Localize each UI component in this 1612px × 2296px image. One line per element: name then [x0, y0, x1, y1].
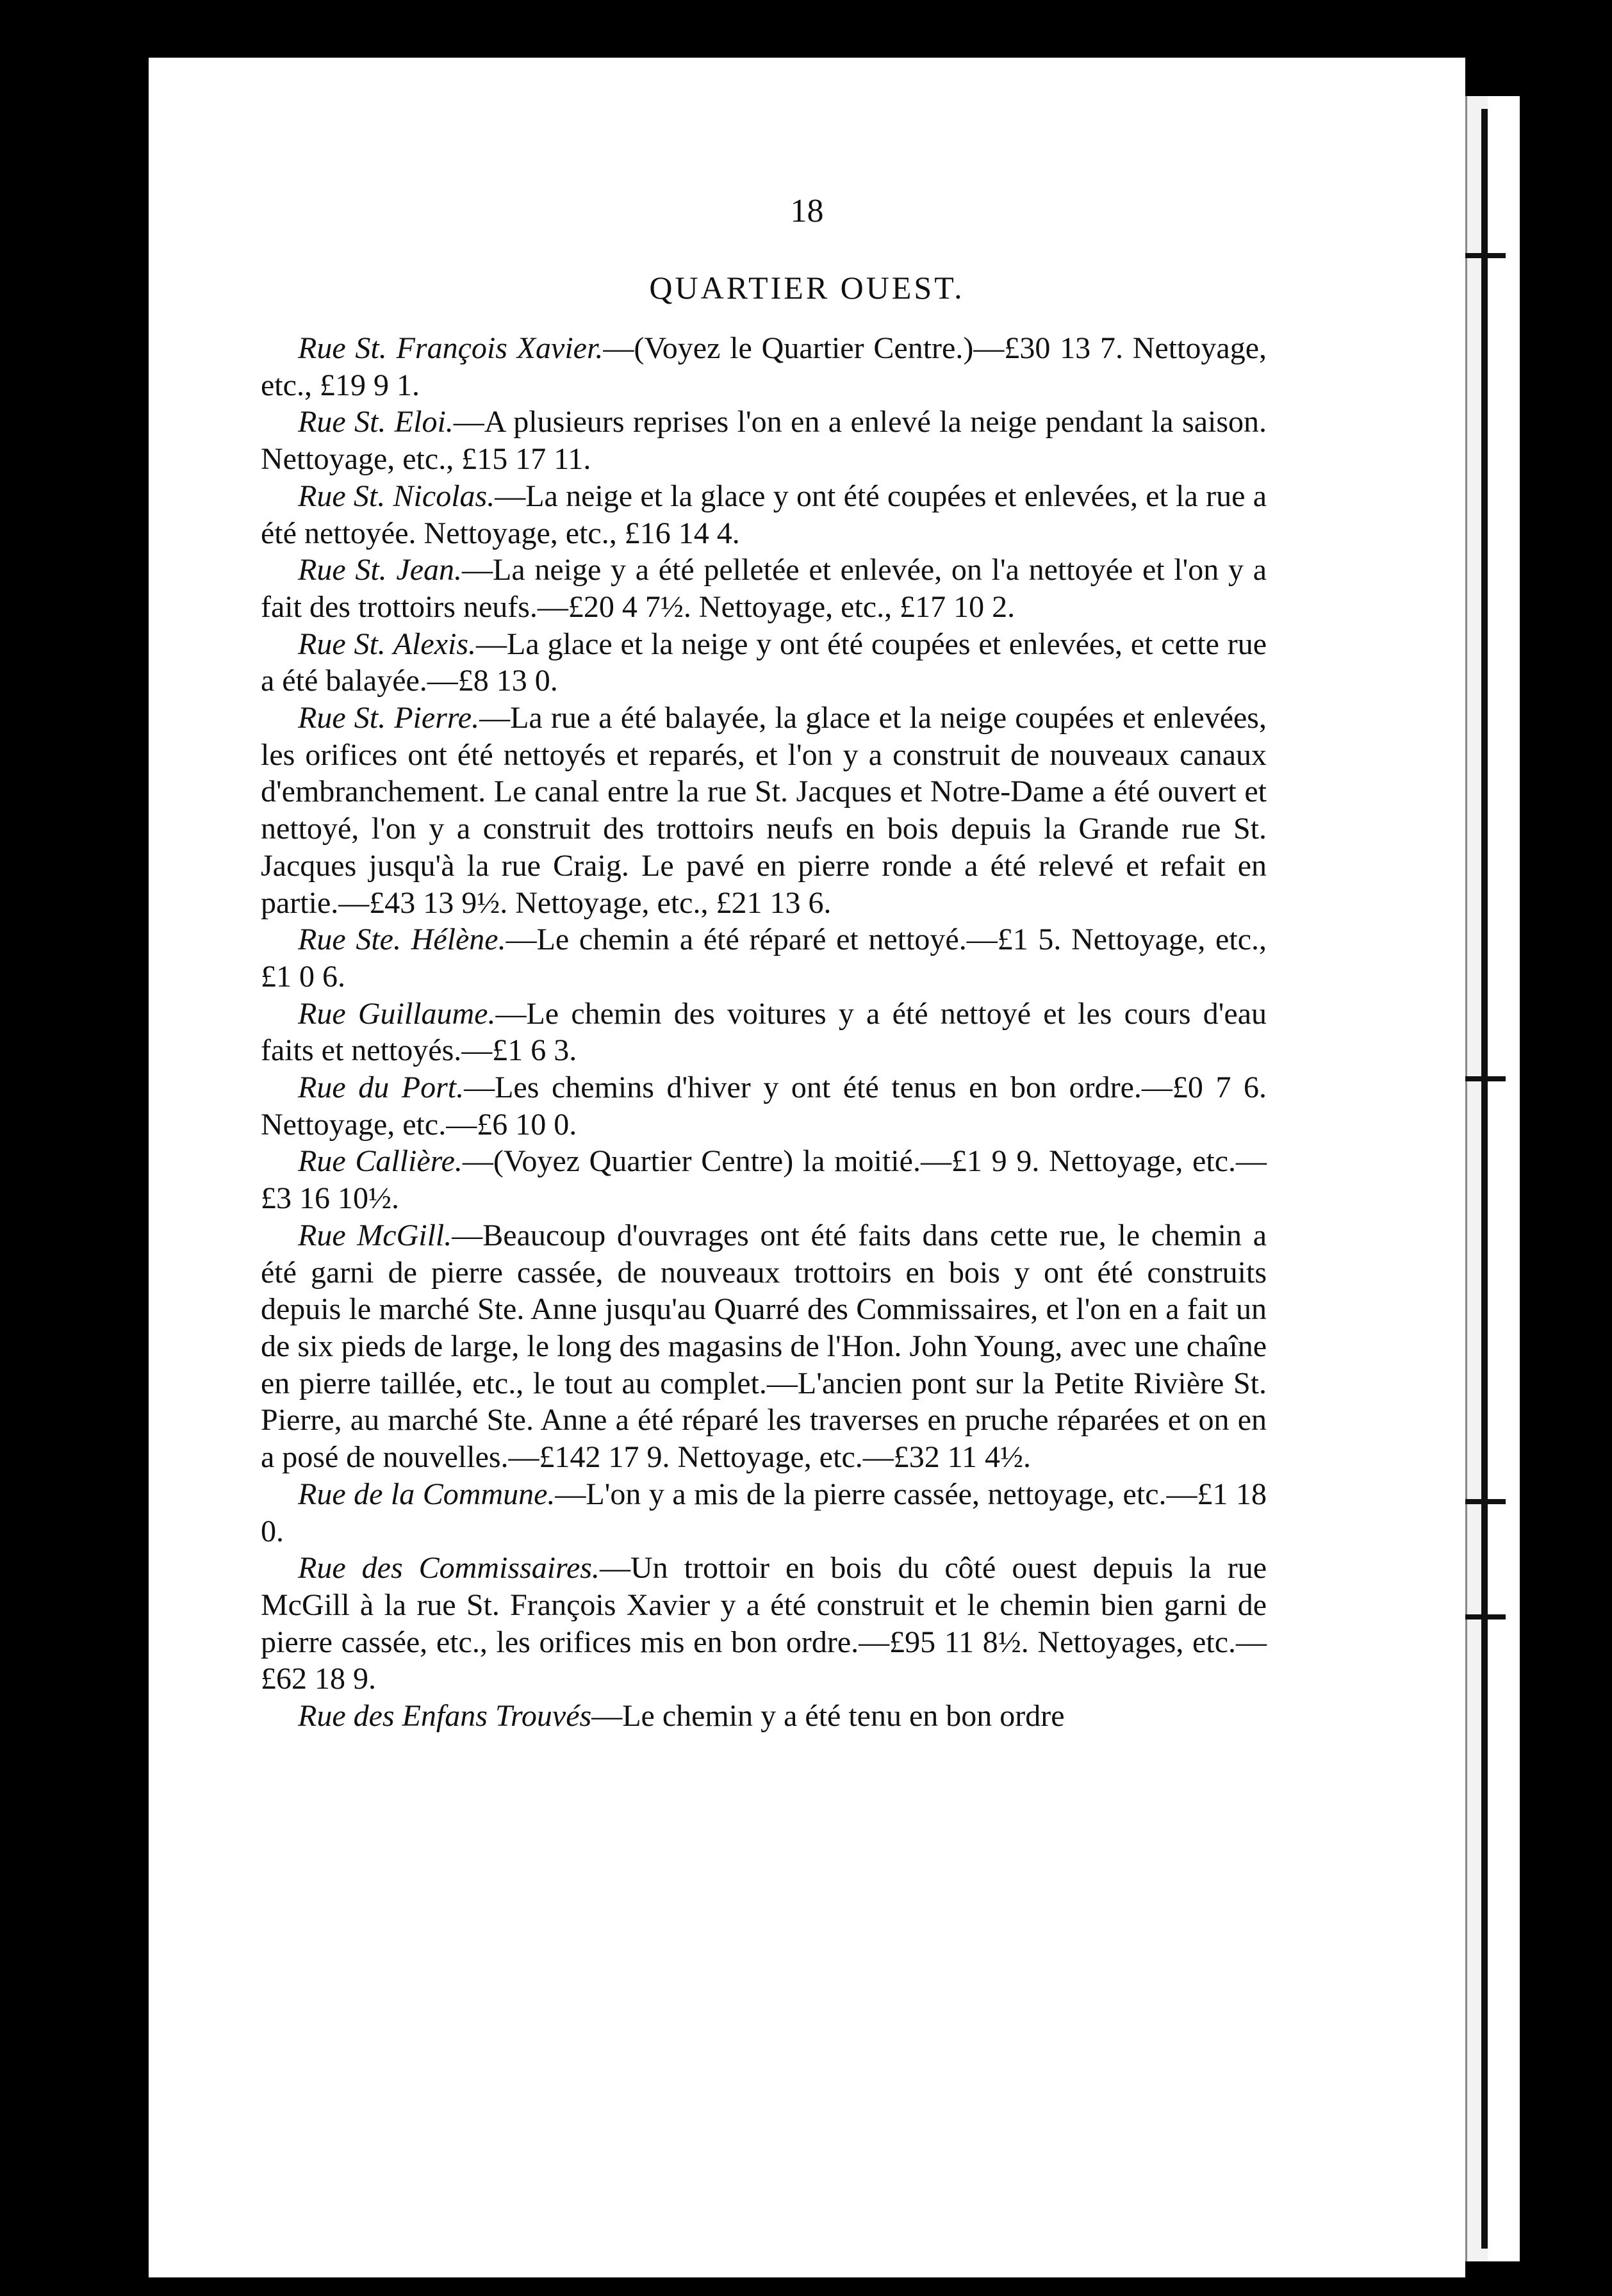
entry-rue-du-port — [261, 1069, 1267, 1143]
entry-text: —Les chemins d'hiver y ont été tenus en bon ordre.—£0 7 6. Nettoyage, etc.—£6 10 0. — [261, 1070, 1267, 1142]
entry-rue-st-pierre — [261, 700, 1267, 921]
street-name: Rue Callière. — [298, 1144, 463, 1179]
entry-text: —Beaucoup d'ouvrages ont été faits dans cette rue, le chemin a été garni de pierre cassée, de nouveaux trottoirs en bois y ont été construits depuis le marché Ste. Anne jusqu'au Quarré des Commissaires, et l'on en a fait un de six pieds de large, le long des magasins de l'Hon. John Young, avec une chaîne en pierre taillée, etc., le tout au complet.—L'ancien pont sur la Petite Rivière St. Pierre, au marché Ste. Anne a été réparé les traverses en pruche réparées et on en a posé de nouvelles.—£142 17 9. Nettoyage, etc.—£32 11 4½. — [261, 1218, 1267, 1475]
entry-text: —(Voyez le Quartier Centre.)—£30 13 7. Nettoyage, etc., £19 9 1. — [261, 331, 1267, 402]
entry-rue-des-commissaires — [261, 1550, 1267, 1698]
entry-text: —La rue a été balayée, la glace et la neige coupées et enlevées, les orifices ont été nettoyés et reparés, et l'on y a construit de nouveaux canaux d'embranchement. Le canal entre la rue St. Jacques et Notre-Dame a été ouvert et nettoyé, l'on y a construit des trottoirs neufs en bois depuis la Grande rue St. Jacques jusqu'à la rue Craig. Le pavé en pierre ronde a été relevé et refait en partie.—£43 13 9½. Nettoyage, etc., £21 13 6. — [261, 701, 1267, 920]
entry-rue-des-enfans-trouves — [261, 1698, 1267, 1735]
entry-text: —Le chemin des voitures y a été nettoyé et les cours d'eau faits et nettoyés.—£1 6 3. — [261, 996, 1267, 1068]
street-name: Rue du Port. — [298, 1070, 465, 1105]
street-name: Rue St. François Xavier. — [298, 331, 604, 365]
street-name: Rue Ste. Hélène. — [298, 922, 506, 957]
entry-rue-ste-helene — [261, 921, 1267, 995]
street-name: Rue McGill. — [298, 1218, 452, 1252]
entry-rue-st-alexis — [261, 626, 1267, 700]
entry-rue-st-francois-xavier — [261, 330, 1267, 404]
entry-text: —Le chemin a été réparé et nettoyé.—£1 5. Nettoyage, etc., £1 0 6. — [261, 922, 1267, 994]
street-name: Rue St. Nicolas. — [298, 479, 495, 513]
entry-text: —Le chemin y a été tenu en bon ordre — [591, 1699, 1065, 1734]
entry-rue-st-nicolas — [261, 478, 1267, 552]
page-number: 18 — [790, 193, 824, 229]
binding-stitch-line — [1481, 109, 1488, 2249]
street-name: Rue des Enfans Trouvés — [298, 1699, 592, 1734]
street-name: Rue St. Pierre. — [298, 701, 480, 735]
entry-text: —(Voyez Quartier Centre) la moitié.—£1 9 9. Nettoyage, etc.—£3 16 10½. — [261, 1144, 1267, 1216]
entry-text: —La neige et la glace y ont été coupées et enlevées, et la rue a été nettoyée. Nettoyage, etc., £16 14 4. — [261, 479, 1267, 550]
entry-text: —A plusieurs reprises l'on en a enlevé la neige pendant la saison. Nettoyage, etc., £15 17 11. — [261, 405, 1267, 477]
entry-rue-st-jean — [261, 552, 1267, 625]
entries-list — [261, 330, 1267, 1735]
entry-text: —La neige y a été pelletée et enlevée, on l'a nettoyée et l'on y a fait des trottoirs neufs.—£20 4 7½. Nettoyage, etc., £17 10 2. — [261, 553, 1267, 624]
section-title: QUARTIER OUEST. — [649, 270, 965, 306]
street-name: Rue St. Eloi. — [298, 405, 454, 439]
document-page — [149, 58, 1465, 2277]
entry-rue-mcgill — [261, 1217, 1267, 1476]
street-name: Rue Guillaume. — [298, 996, 496, 1031]
street-name: Rue des Commissaires. — [298, 1551, 600, 1586]
entry-rue-de-la-commune — [261, 1476, 1267, 1550]
entry-text: —L'on y a mis de la pierre cassée, nettoyage, etc.—£1 18 0. — [261, 1477, 1267, 1548]
entry-rue-calliere — [261, 1143, 1267, 1217]
entry-text: —Un trottoir en bois du côté ouest depuis la rue McGill à la rue St. François Xavier y a été construit et le chemin bien garni de pierre cassée, etc., les orifices mis en bon ordre.—£95 11 8½. Nettoyages, etc.—£62 18 9. — [261, 1551, 1267, 1696]
street-name: Rue St. Alexis. — [298, 627, 477, 661]
entry-rue-guillaume — [261, 996, 1267, 1069]
binding-margin — [1488, 96, 1520, 2261]
adjacent-page-strip — [1520, 96, 1612, 2261]
entry-text: —La glace et la neige y ont été coupées et enlevées, et cette rue a été balayée.—£8 13 0. — [261, 627, 1267, 698]
street-name: Rue de la Commune. — [298, 1477, 555, 1511]
entry-rue-st-eloi — [261, 404, 1267, 477]
street-name: Rue St. Jean. — [298, 553, 462, 587]
